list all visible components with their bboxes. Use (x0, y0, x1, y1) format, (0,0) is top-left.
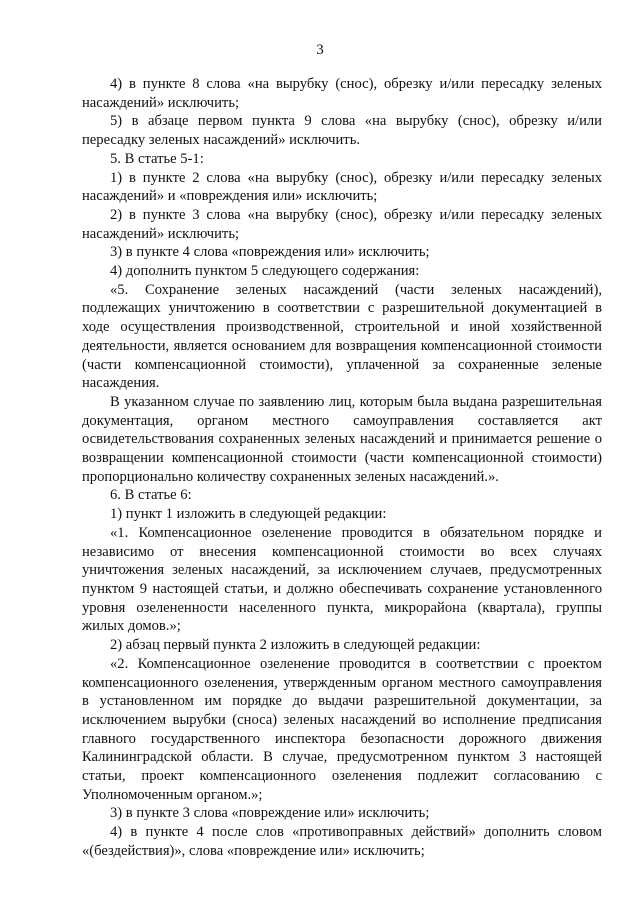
paragraph: 2) в пункте 3 слова «на вырубку (снос), обрезку и/или пересадку зеленых насаждений» исключить; (82, 206, 602, 242)
paragraph: «5. Сохранение зеленых насаждений (части зеленых насаждений), подлежащих уничтожению в соответствии с разрешительной документацией в ходе осуществления производственной, строительной и иной хозяйственной деятельности, является основанием для возвращения компенсационной стоимости (части компенсационной стоимости), уплаченной за сохраненные зеленые насаждения. (82, 281, 602, 392)
paragraph: «2. Компенсационное озеленение проводится в соответствии с проектом компенсационного озеленения, утвержденным органом местного самоуправления в установленном им порядке до выдачи разрешительной документации, за исключением вырубки (сноса) зеленых насаждений во исполнение предписания главного государственного инспектора безопасности дорожного движения Калининградской области. В случае, предусмотренном пунктом 3 настоящей статьи, проект компенсационного озеленения подлежит согласованию с Уполномоченным органом.»; (82, 655, 602, 803)
paragraph: 6. В статье 6: (110, 487, 192, 504)
paragraph: 2) абзац первый пункта 2 изложить в следующей редакции: (110, 637, 481, 654)
page-number: 3 (316, 42, 324, 58)
paragraph: В указанном случае по заявлению лиц, которым была выдана разрешительная документация, органом местного самоуправления составляется акт освидетельствования сохраненных зеленых насаждений и принимается решение о возвращении компенсационной стоимости (части компенсационной стоимости) пропорционально количеству сохраненных зеленых насаждений.». (82, 393, 602, 485)
paragraph: 5) в абзаце первом пункта 9 слова «на вырубку (снос), обрезку и/или пересадку зеленых насаждений» исключить. (82, 113, 602, 149)
paragraph: 4) в пункте 8 слова «на вырубку (снос), обрезку и/или пересадку зеленых насаждений» исключить; (82, 76, 602, 111)
paragraph: 4) дополнить пунктом 5 следующего содержания: (110, 263, 420, 280)
paragraph: 3) в пункте 4 слова «повреждения или» исключить; (110, 244, 430, 261)
paragraph: 4) в пункте 4 после слов «противоправных действий» дополнить словом «(бездействия)», слова «повреждение или» исключить; (82, 824, 602, 859)
paragraph: 1) пункт 1 изложить в следующей редакции: (110, 506, 387, 523)
paragraph: 3) в пункте 3 слова «повреждение или» исключить; (110, 805, 430, 822)
paragraph: «1. Компенсационное озеленение проводится в обязательном порядке и независимо от внесения компенсационной стоимости во всех случаях уничтожения зеленых насаждений, за исключением случаев, предусмотренных пунктом 9 настоящей статьи, и должно обеспечивать сохранение установленного уровня озелененности населенного пункта, микрорайона (квартала), группы жилых домов.»; (82, 524, 602, 635)
paragraph: 1) в пункте 2 слова «на вырубку (снос), обрезку и/или пересадку зеленых насаждений» и «повреждения или» исключить; (82, 169, 602, 205)
document-body (82, 75, 602, 861)
paragraph: 5. В статье 5-1: (110, 150, 204, 167)
